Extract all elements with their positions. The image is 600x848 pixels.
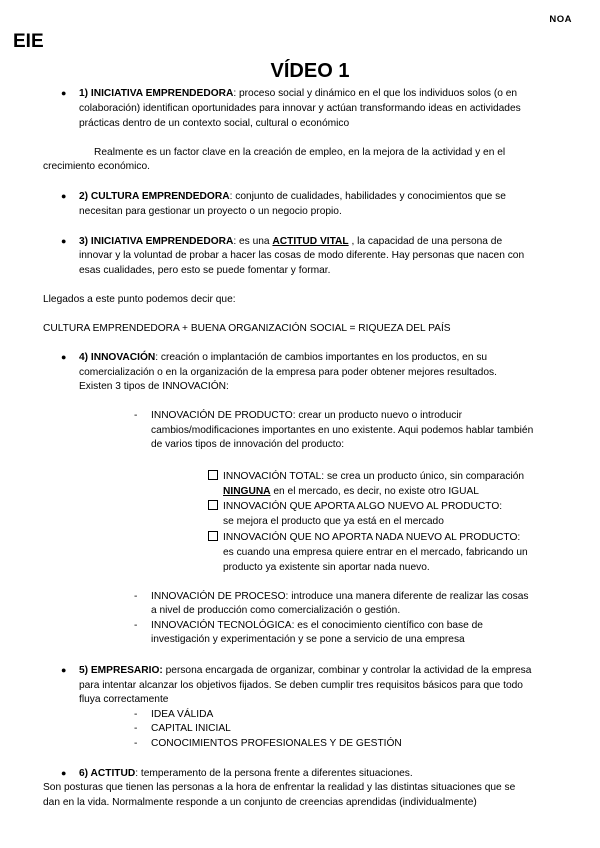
section-4-line xyxy=(79,351,487,365)
section-4-line: Existen 3 tipos de INNOVACIÓN: xyxy=(79,381,229,392)
product-innovation-line: cambios/modificaciones importantes en uno existente. Aqui podemos hablar también xyxy=(151,425,534,436)
section-2-line: necesitan para gestionar un proyecto o un negocio propio. xyxy=(79,206,342,217)
section-4-line: comercialización o en la organización de la empresa para poder obtener mejores resultados. xyxy=(79,367,497,378)
checkbox-item xyxy=(208,531,520,545)
checkbox-icon xyxy=(208,500,218,510)
section-6-label: 6) ACTITUD xyxy=(79,768,136,779)
process-innovation-line: a nivel de producción como comercialización o gestión. xyxy=(151,605,401,616)
section-2-label: 2) CULTURA EMPRENDEDORA xyxy=(79,191,230,202)
checkbox-item-line: es cuando una empresa quiere entrar en el mercado, fabricando un xyxy=(223,547,528,558)
section-6-line: dan en la vida. Normalmente responde a un conjunto de creencias aprendidas (individualmente) xyxy=(43,797,477,808)
dash-marker: - xyxy=(134,738,138,749)
checkbox-item xyxy=(208,470,524,484)
subject-label: EIE xyxy=(13,31,44,52)
checkbox-item xyxy=(208,500,502,514)
underlined-term: ACTITUD VITAL xyxy=(272,236,349,247)
checkbox-item-line: se mejora el producto que ya está en el mercado xyxy=(223,516,444,527)
dash-marker: - xyxy=(134,591,138,602)
section-1-label: 1) INICIATIVA EMPRENDEDORA xyxy=(79,88,234,99)
author-initials: NOA xyxy=(549,14,572,25)
section-6-text: : temperamento de la persona frente a diferentes situaciones. xyxy=(135,768,413,779)
section-1-line: colaboración) identifican oportunidades para innovar y actúan transformando ideas en actividades xyxy=(79,103,521,114)
bullet-icon: ● xyxy=(61,768,67,778)
section-1-text: : proceso social y dinámico en el que los individuos solos (o en xyxy=(233,88,518,99)
section-6-line xyxy=(79,767,413,781)
paragraph-line: crecimiento económico. xyxy=(43,161,151,172)
checkbox-icon xyxy=(208,531,218,541)
checkbox-item-text: INNOVACIÓN TOTAL: se crea un producto único, sin comparación xyxy=(223,471,525,482)
section-3-line xyxy=(79,235,502,249)
tech-innovation-line: INNOVACIÓN TECNOLÓGICA: es el conocimiento científico con base de xyxy=(151,620,483,631)
requirement-item: CONOCIMIENTOS PROFESIONALES Y DE GESTIÓN xyxy=(151,738,402,749)
requirement-item: CAPITAL INICIAL xyxy=(151,723,231,734)
section-6-line: Son posturas que tienen las personas a la hora de enfrentar la realidad y las distintas situaciones que se xyxy=(43,782,516,793)
checkbox-item-line xyxy=(223,485,479,499)
section-3-line: esas cualidades, pero esto se puede fomentar y formar. xyxy=(79,265,331,276)
section-5-line xyxy=(79,664,531,678)
tech-innovation-line: investigación y experimentación y se pone a servicio de una empresa xyxy=(151,634,465,645)
bullet-icon: ● xyxy=(61,352,67,362)
checkbox-item-text: INNOVACIÓN QUE NO APORTA NADA NUEVO AL PRODUCTO: xyxy=(223,532,521,543)
process-innovation-line: INNOVACIÓN DE PROCESO: introduce una manera diferente de realizar las cosas xyxy=(151,591,529,602)
section-5-line: para intentar alcanzar los objetivos fijados. Se deben cumplir tres requisitos básicos para que todo xyxy=(79,680,523,691)
section-2-text: : conjunto de cualidades, habilidades y conocimientos que se xyxy=(229,191,506,202)
section-4-label: 4) INNOVACIÓN xyxy=(79,352,156,363)
dash-marker: - xyxy=(134,620,138,631)
checkbox-item-text: INNOVACIÓN QUE APORTA ALGO NUEVO AL PRODUCTO: xyxy=(223,501,503,512)
section-5-text: persona encargada de organizar, combinar y controlar la actividad de la empresa xyxy=(162,665,532,676)
bullet-icon: ● xyxy=(61,665,67,675)
requirement-item: IDEA VÁLIDA xyxy=(151,709,214,720)
product-innovation-line: de varios tipos de innovación del producto: xyxy=(151,439,345,450)
product-innovation-line: INNOVACIÓN DE PRODUCTO: crear un producto nuevo o introducir xyxy=(151,410,463,421)
bullet-icon: ● xyxy=(61,191,67,201)
equation-line: CULTURA EMPRENDEDORA + BUENA ORGANIZACIÓN SOCIAL = RIQUEZA DEL PAÍS xyxy=(43,323,451,334)
section-1-line: prácticas dentro de un contexto social, cultural o económico xyxy=(79,118,350,129)
bullet-icon: ● xyxy=(61,236,67,246)
underlined-term: NINGUNA xyxy=(223,486,271,497)
section-3-text: : es una xyxy=(233,236,273,247)
paragraph-line: Llegados a este punto podemos decir que: xyxy=(43,294,236,305)
section-3-label: 3) INICIATIVA EMPRENDEDORA xyxy=(79,236,234,247)
dash-marker: - xyxy=(134,723,138,734)
section-3-text: , la capacidad de una persona de xyxy=(348,236,503,247)
section-5-line: fluya correctamente xyxy=(79,694,169,705)
page-title: VÍDEO 1 xyxy=(270,60,350,82)
section-2-line xyxy=(79,190,506,204)
section-4-text: : creación o implantación de cambios importantes en los productos, en su xyxy=(155,352,488,363)
section-5-label: 5) EMPRESARIO: xyxy=(79,665,163,676)
section-1-line xyxy=(79,87,517,101)
bullet-icon: ● xyxy=(61,88,67,98)
dash-marker: - xyxy=(134,410,138,421)
dash-marker: - xyxy=(134,709,138,720)
checkbox-item-text: en el mercado, es decir, no existe otro IGUAL xyxy=(270,486,479,497)
checkbox-icon xyxy=(208,470,218,480)
section-3-line: innovar y la voluntad de probar a hacer las cosas de modo diferente. Hay personas que nacen con xyxy=(79,250,525,261)
checkbox-item-line: producto ya existente sin aportar nada nuevo. xyxy=(223,562,430,573)
paragraph-line: Realmente es un factor clave en la creación de empleo, en la mejora de la actividad y en el xyxy=(94,147,506,158)
